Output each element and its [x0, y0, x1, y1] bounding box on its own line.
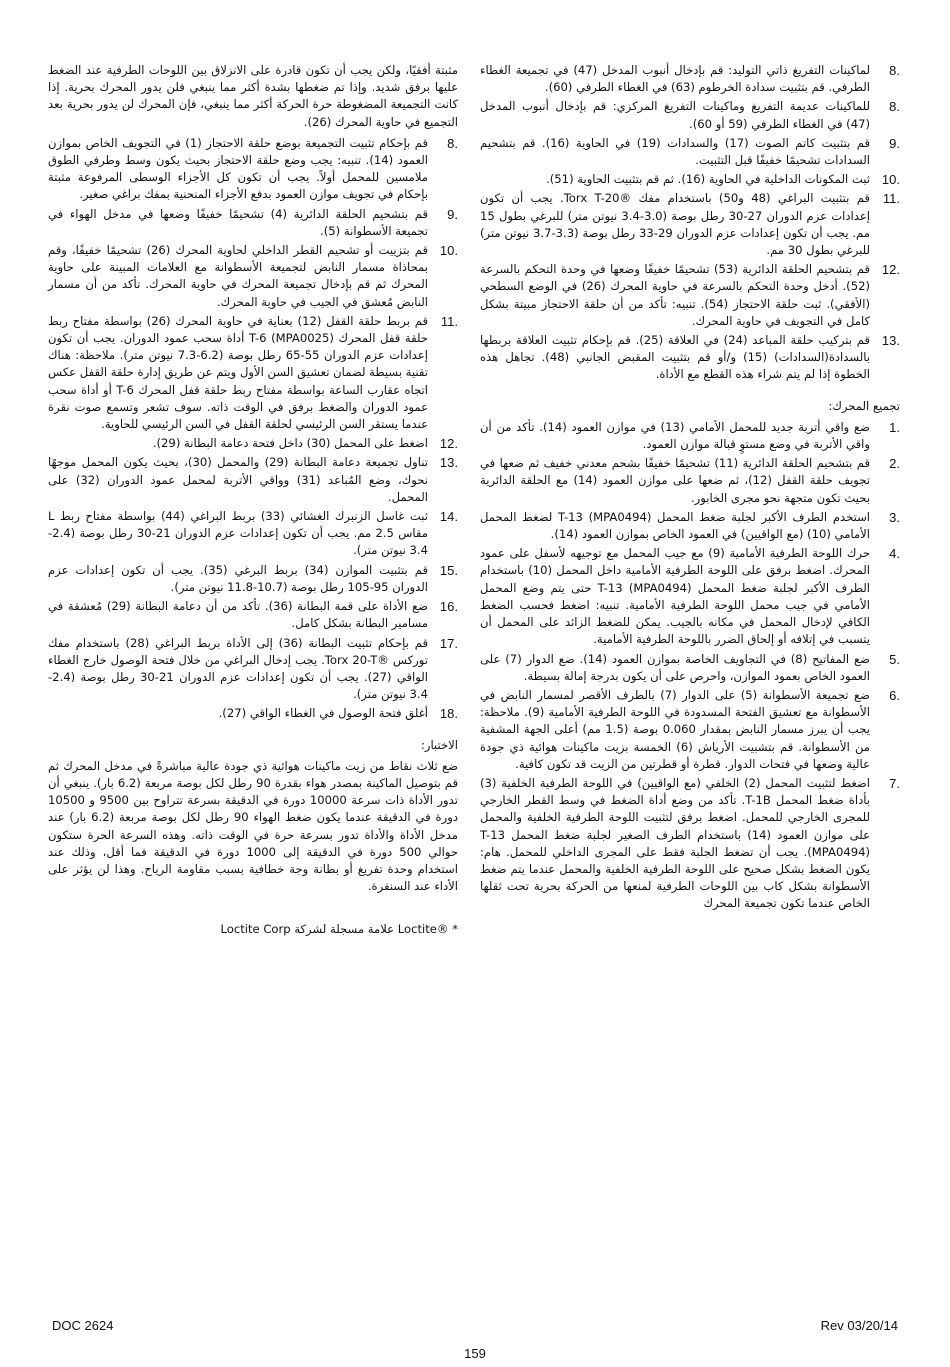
step-text: استخدم الطرف الأكبر لجلبة ضغط المحمل T-13 (MPA0494) لضغط المحمل الأمامي (10) (مع الواقيين) في العمود الخاص بموازن العمود (14). [480, 509, 871, 542]
doc-number: DOC 2624 [52, 1318, 114, 1333]
step-item [480, 171, 900, 188]
step-item [48, 705, 458, 722]
step-number: 9. [889, 135, 900, 151]
step-text: حرك اللوحة الطرفية الأمامية (9) مع جيب المحمل مع توجيهه لأسفل على عمود المحرك. اضغط برفق على اللوحة الطرفية الأمامية داخل المحمل (10) باستخدام الطرف الأكبر لجلبة ضغط المحمل T-13 (MPA0494) حتى يتم وضع المحمل الأمامي في جيب محمل اللوحة الطرفية الأمامية. تنبيه: اضغط فحسب الضغط الكافي لإدخال المحمل في مكانه بالجيب. يمكن للضغط الزائد على المحمل أن يتسبب في إتلافه أو إلحاق الضرر باللوحة الطرفية الأمامية. [480, 546, 870, 647]
step-number: 13. [881, 333, 900, 349]
revision-date: Rev 03/20/14 [820, 1318, 898, 1333]
right-intro-steps [480, 62, 900, 384]
lead-paragraph: مثبتة أفقيًا، ولكن يجب أن تكون قادرة على الانزلاق بين اللوحات الطرفية عند الضغط عليها برفق شديد. وإذا تم ضغطها بشدة أكثر مما ينبغي فلن يدور المحرك بحرية. إذا كانت التجميعة المضغوطة حرة الحركة أكثر مما ينبغي، فإن المحرك لن يدور بحرية بعد التجميع في حاوية المحرك (26). [48, 63, 458, 129]
step-text: اضغط لتثبيت المحمل (2) الخلفي (مع الواقيين) في اللوحة الطرفية الخلفية (3) بأداة ضغط المحمل T-1B. تأكد من وضع أداة الضغط في وسط القطر الخارجي للمجرى الخارجي للمحمل. اضغط برفق لتثبيت اللوحة الطرفية الخلفية والمحمل على موازن العمود (14) باستخدام الطرف الصغير لجلبة ضغط المحمل T-13 (MPA0494). يجب أن تضغط الجلبة فقط على المجرى الداخلي للمحمل. هام: يكون الضغط بشكل صحيح على اللوحة الطرفية الخلفية والمحمل عندما يتم ضغط الأسطوانة بشكل كاب بين اللوحات الطرفية لمنعها من الحركة بحرية تحت ثقلها الخاص عندما تكون تجميعة المحرك [480, 775, 871, 911]
step-number: 11. [440, 313, 458, 329]
step-item [480, 419, 900, 453]
step-number: 11. [882, 191, 900, 207]
step-text: للماكينات عديمة التفريغ وماكينات التفريغ المركزي: قم بإدخال أنبوب المدخل (47) في الغطاء الطرفي (59 أو 60). [480, 99, 870, 131]
step-item [48, 635, 458, 704]
step-item [48, 598, 458, 632]
step-text: تناول تجميعة دعامة البطانة (29) والمحمل (30)، بحيث يكون المحمل موجهًا نحوك، وضع المُباعد (31) وواقي الأتربة لمحمل عمود الدوران (32) على المحمل. [48, 455, 428, 504]
step-number: 9. [447, 206, 458, 222]
step-number: 8. [447, 135, 458, 151]
page-number: 159 [464, 1346, 486, 1361]
step-number: 7. [889, 775, 900, 791]
step-text: ضع المفاتيح (8) في التجاويف الخاصة بموازن العمود (14). ضع الدوار (7) على العمود الخاص بعمود الموازن، واحرص على أن يكون بدرجة إمالة بسيطة. [480, 651, 870, 683]
step-item [480, 62, 900, 96]
step-number: 14. [439, 509, 458, 525]
step-number: 8. [889, 63, 900, 78]
step-number: 16. [439, 599, 458, 615]
step-text: ضع واقي أتربة جديد للمحمل الأمامي (13) في موازن العمود (14). تأكد من أن واقي الأتربة في وضع مستوٍ قبالة موازن العمود. [480, 419, 870, 452]
left-steps [48, 135, 458, 723]
step-number: 10. [881, 172, 900, 188]
step-text: قم بتثبيت كاتم الصوت (17) والسدادات (19) في الحاوية (16). قم بتشحيم السدادات تشحيمًا خفيفًا قبل التثبيت. [480, 135, 870, 168]
step-text: قم بربط حلقة القفل (12) بعناية في حاوية المحرك (26) بواسطة مفتاح ربط حلقة قفل المحرك T-6 (MPA0025) أداة سحب عمود الدوران. يجب أن تكون إعدادات عزم الدوران 55-65 رطل بوصة (6.2-7.3 نيوتن متر). ملاحظة: هناك تقنية بسيطة لضمان تعشيق السن الأول ويتم عن طريق إدارة حلقة القفل عكس اتجاه عقارب الساعة بواسطة مفتاح ربط حلقة قفل المحرك T-6 أو أداة سحب عمود الدوران والضغط برفق في الوقت ذاته. سوف تشعر وتسمع صوت نقرة عندما يستقر السن الرئيسي لحلقة القفل في السن الرئيسي للحاوية. [48, 313, 429, 432]
test-paragraph: ضع ثلاث نقاط من زيت ماكينات هوائية ذي جودة عالية مباشرةً في مدخل المحرك ثم قم بتوصيل الماكينة بمصدر هواء بقدرة 90 رطل لكل بوصة مربعة (6.2 بار). ينبغي أن تدور الأداة ذات سرعة 10000 دورة في الدقيقة بسرعة تتراوح بين 9500 و 10500 دورة في الدقيقة عندما يكون ضغط الهواء 90 رطل لكل بوصة مربعة (6.2 بار) عند مدخل الأداة والأداة تدور بسرعة حرة في الوقت ذاته. وهذه السرعة الحرة ستكون حوالي 500 دورة في الدقيقة إلى 1000 دورة في الدقيقة فما أقل، وذلك عند استخدام وحدة تفريغ أو بطانة وجة خطافية بسبب مقاومة الرياح. وهذا لن يؤثر على الأداء عند السنفرة. [48, 758, 459, 894]
step-number: 13. [439, 455, 458, 471]
step-number: 12. [439, 436, 458, 452]
step-item [480, 455, 900, 507]
right-column [480, 62, 900, 915]
step-text: ضع تجميعة الأسطوانة (5) على الدوار (7) بالطرف الأقصر لمسمار النابض في الأسطوانة مع تعشيق الفتحة المسدودة في اللوحة الطرفية الأمامية (9). ملاحظة: يجب أن يبرز مسمار النابض بمقدار 0.060 بوصة (1.5 مم) أعلى الجهة المشفية من الأسطوانة. قم بتشبيت الأرياش (6) الخمسة بزيت ماكينات هوائية ذي جودة عالية وضعها في فتحات الدوار. قطرة أو قطرتين من الزيت قد تكون كافية. [480, 687, 871, 771]
assembly-steps [480, 419, 900, 913]
step-text: قم بتثبيت الموازن (34) بربط البرغي (35). يجب أن تكون إعدادات عزم الدوران 95-105 رطل بوصة (10.7-11.8 نيوتن متر). [48, 562, 428, 594]
step-number: 12. [881, 262, 900, 278]
step-text: قم بإحكام تثبيت البطانة (36) إلى الأداة بربط البراغي (28) باستخدام مفك توركس ®Torx 20-T. يجب إدخال البراغي من خلال فتحة الوصول خارج الغطاء الواقي (27). يجب أن تكون إعدادات عزم الدوران 21-30 رطل بوصة (2.4-3.4 نيوتن متر). [48, 635, 428, 702]
step-number: 5. [889, 651, 900, 667]
step-text: قم بتشحيم الحلقة الدائرية (4) تشحيمًا خفيفًا وضعها في مدخل الهواء في تجميعة الأسطوانة (5). [48, 206, 428, 238]
step-item [48, 135, 458, 204]
step-number: 1. [889, 419, 900, 435]
step-item [480, 775, 900, 913]
step-number: 18. [439, 706, 458, 722]
step-item [48, 206, 458, 240]
step-text: ضع الأداة على قمة البطانة (36). تأكد من أن دعامة البطانة (29) مُعشقة في مسامير البطانة بشكل كامل. [48, 599, 429, 631]
step-text: قم بتزييت أو تشحيم القطر الداخلي لحاوية المحرك (26) تشحيمًا خفيفًا، وقم بمحاذاة مسمار النابض لتجميعة الأسطوانة مع العلامات المبينة على حاوية المحرك ثم قم بإدخال تجميعة المحرك في حاوية المحرك. تأكد من أن مسمار النابض مُعشق في الجيب في حاوية المحرك. [48, 243, 428, 309]
step-text: قم بتشحيم الحلقة الدائرية (53) تشحيمًا خفيفًا وضعها في وحدة التحكم بالسرعة (52). أدخل وحدة التحكم بالسرعة في حاوية المحرك (26) في الوضع السطحي (الأفقي). ثبت حلقة الاحتجاز (54). تنبيه: تأكد من أن حلقة الاحتجاز مبيتة بشكل كامل في التجويف في حاوية المحرك. [480, 262, 870, 328]
step-item [480, 135, 900, 169]
step-text: أغلق فتحة الوصول في الغطاء الواقي (27). [218, 706, 428, 721]
step-item [48, 508, 458, 560]
test-heading: الاختبار: [420, 737, 458, 752]
step-item [48, 435, 458, 452]
step-text: اضغط على المحمل (30) داخل فتحة دعامة البطانة (29). [152, 436, 428, 451]
step-item [480, 545, 900, 648]
step-item [48, 313, 458, 433]
step-item [48, 562, 458, 596]
step-item [480, 687, 900, 773]
step-item [48, 242, 458, 311]
step-text: قم بتركيب حلقة المباعد (24) في العلاقة (25). قم بإحكام تثبيت العلاقة بربطها بالسدادة(السدادات) (15) و/أو قم بتثبيت المقبض الجانبي (48). تجاهل هذه الخطوة إذا لم يتم شراء هذه القطع مع الأداة. [480, 333, 870, 382]
step-text: ثبت المكونات الداخلية في الحاوية (16). ثم قم بتثبيت الحاوية (51). [546, 172, 870, 187]
step-text: لماكينات التفريغ ذاتي التوليد: قم بإدخال أنبوب المدخل (47) في تجميعة الغطاء الطرفي. قم بتثبيت سدادة الخرطوم (63) في الغطاء الطرفي (60). [480, 63, 870, 95]
step-item [48, 454, 458, 506]
step-item [480, 190, 900, 259]
assembly-heading: تجميع المحرك: [828, 398, 900, 413]
step-text: قم بتشحيم الحلقة الدائرية (11) تشحيمًا خفيفًا بشحم معدني خفيف ثم ضعها في تجويف حلقة القفل (12)، ثم ضعها على موازن العمود (14) مع الحلقة الدائرية بحيث تكون متجهة نحو مجرى الخابور. [480, 456, 871, 505]
step-item [480, 98, 900, 132]
step-item [480, 651, 900, 685]
step-number: 15. [439, 562, 458, 578]
step-number: 2. [889, 456, 900, 472]
step-number: 10. [439, 243, 458, 259]
step-number: 6. [889, 687, 900, 703]
trademark-footnote: * ®Loctite علامة مسجلة لشركة Loctite Corp [220, 922, 458, 937]
step-item [480, 332, 900, 384]
step-number: 8. [889, 99, 900, 115]
step-text: ثبت غاسل الزنبرك الغشائي (33) بربط البراغي (44) بواسطة مفتاح ربط L مقاس 2.5 مم. يجب أن تكون إعدادات عزم الدوران 21-30 رطل بوصة (2.4-3.4 نيوتن متر). [48, 509, 428, 558]
step-text: قم بإحكام تثبيت التجميعة بوضع حلقة الاحتجاز (1) في التجويف الخاص بموازن العمود (14). تنبيه: يجب وضع حلقة الاحتجاز بحيث يكون وسط وطرفي الطوق ملامسين للمحمل أولاً. يجب أن تكون كل الأجزاء الوسطى المرفوعة مثبتة بإحكام في تجويف موازن العمود بدفع الأجزاء المنحنية بمفك براغي صغير. [48, 135, 428, 202]
step-item [480, 509, 900, 543]
step-text: قم بتثبيت البراغي (48 و50) باستخدام مفك ®Torx T-20. يجب أن تكون إعدادات عزم الدوران 27-30 رطل بوصة (3.0-3.4 نيوتن متر) للبرغي بطول 15 مم. يجب أن تكون إعدادات عزم الدوران 29-33 رطل بوصة (3.3-3.7 نيوتن متر) للبرغي بطول 30 مم. [480, 191, 870, 258]
left-column [48, 62, 458, 943]
step-item [480, 261, 900, 330]
step-number: 3. [889, 509, 900, 525]
step-number: 4. [889, 546, 900, 562]
step-number: 17. [439, 635, 458, 651]
